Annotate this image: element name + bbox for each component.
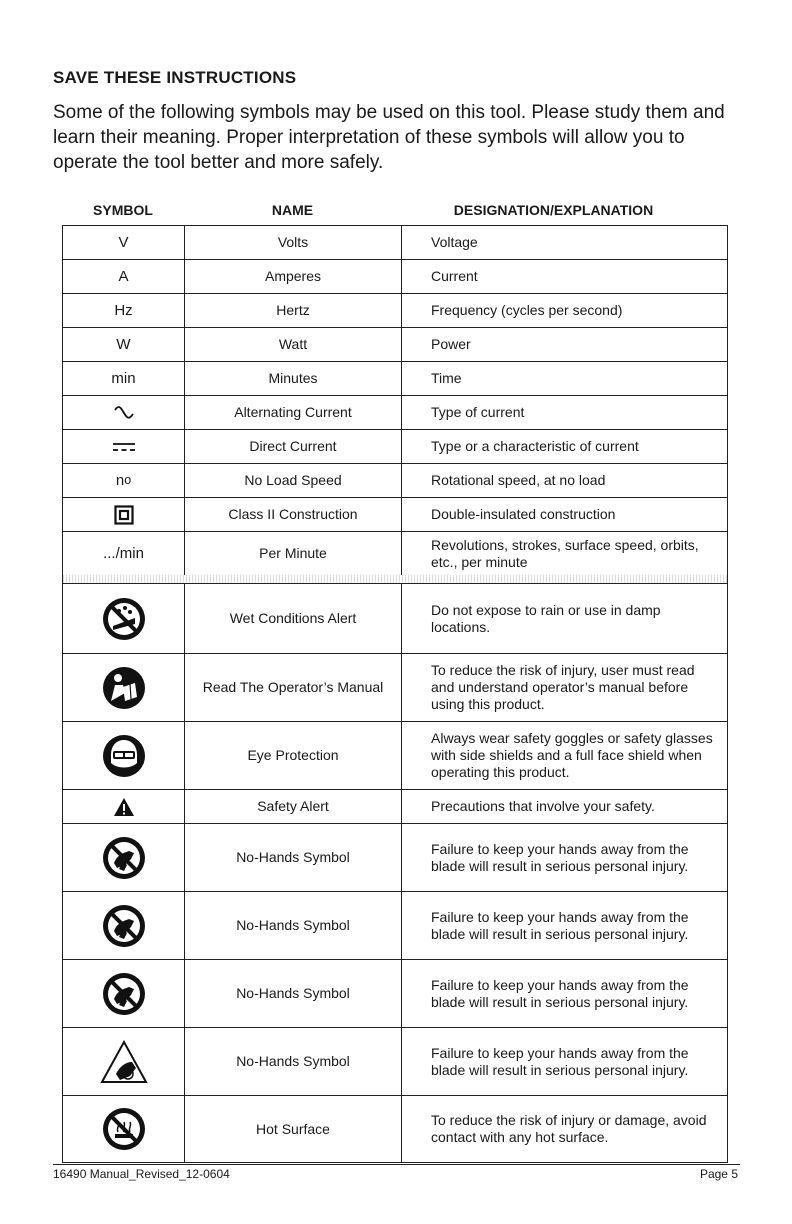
no-hands-icon xyxy=(101,971,147,1017)
symbol-cell xyxy=(63,584,185,653)
symbol-cell xyxy=(63,498,185,531)
symbol-cell xyxy=(63,430,185,463)
table-row xyxy=(62,1095,728,1163)
table-row xyxy=(62,531,728,575)
symbol-cell xyxy=(63,892,185,959)
name-cell: No-Hands Symbol xyxy=(185,824,402,891)
symbol-cell xyxy=(63,226,185,259)
symbol-cell xyxy=(63,464,185,497)
name-cell: Watt xyxy=(185,328,402,361)
name-cell: Amperes xyxy=(185,260,402,293)
designation-cell: To reduce the risk of injury or damage, avoid contact with any hot surface. xyxy=(431,1112,707,1145)
name-cell: Volts xyxy=(185,226,402,259)
table-row xyxy=(62,583,728,653)
name-cell: No-Hands Symbol xyxy=(185,892,402,959)
name-cell: Hot Surface xyxy=(185,1096,402,1162)
name-cell: Hertz xyxy=(185,294,402,327)
table-row xyxy=(62,259,728,293)
read-manual-icon xyxy=(101,665,147,711)
name-cell: Read The Operator’s Manual xyxy=(185,654,402,721)
symbol-cell xyxy=(63,294,185,327)
symbol-text: .../min xyxy=(103,545,144,562)
alternating-current-icon xyxy=(113,406,135,420)
class-ii-construction-icon xyxy=(114,505,134,525)
designation-cell: Always wear safety goggles or safety glasses with side shields and a full face shield when operating this product. xyxy=(431,730,713,780)
symbol-text: W xyxy=(116,336,131,353)
table-row xyxy=(62,891,728,959)
designation-cell: Voltage xyxy=(431,234,478,250)
symbol-cell xyxy=(63,396,185,429)
symbol-text: min xyxy=(111,370,136,387)
no-hands-icon xyxy=(101,835,147,881)
table-row xyxy=(62,293,728,327)
name-cell: No Load Speed xyxy=(185,464,402,497)
symbol-text: n xyxy=(115,472,125,489)
symbol-text: V xyxy=(118,234,129,251)
symbol-cell xyxy=(63,1096,185,1162)
table-row xyxy=(62,225,728,259)
page-heading: SAVE THESE INSTRUCTIONS xyxy=(53,68,297,87)
name-cell: Per Minute xyxy=(185,532,402,575)
table-row xyxy=(62,463,728,497)
designation-cell: Frequency (cycles per second) xyxy=(431,302,623,318)
name-cell: Class II Construction xyxy=(185,498,402,531)
column-header-symbol: SYMBOL xyxy=(93,202,153,218)
wet-conditions-icon xyxy=(101,596,147,642)
designation-cell: Type or a characteristic of current xyxy=(431,438,639,454)
designation-cell: Failure to keep your hands away from the blade will result in serious personal injury. xyxy=(431,908,689,942)
direct-current-icon xyxy=(112,441,136,453)
table-row xyxy=(62,1027,728,1095)
table-row xyxy=(62,959,728,1027)
symbol-cell xyxy=(63,260,185,293)
symbol-cell xyxy=(63,654,185,721)
table-spacer xyxy=(62,575,728,583)
name-cell: Alternating Current xyxy=(185,396,402,429)
symbol-cell xyxy=(63,824,185,891)
column-header-designation: DESIGNATION/EXPLANATION xyxy=(453,202,654,218)
designation-cell: Type of current xyxy=(431,404,525,420)
symbol-cell xyxy=(63,790,185,823)
symbol-cell xyxy=(63,328,185,361)
safety-alert-icon xyxy=(113,797,135,817)
table-row xyxy=(62,497,728,531)
footer-divider xyxy=(53,1164,740,1165)
eye-protection-icon xyxy=(101,733,147,779)
table-row xyxy=(62,653,728,721)
no-hands-icon xyxy=(101,903,147,949)
symbol-cell xyxy=(63,362,185,395)
name-cell: No-Hands Symbol xyxy=(185,960,402,1027)
symbol-cell xyxy=(63,532,185,575)
name-cell: Wet Conditions Alert xyxy=(185,584,402,653)
designation-cell: Failure to keep your hands away from the blade will result in serious personal injury. xyxy=(431,976,689,1010)
intro-paragraph: Some of the following symbols may be used on this tool. Please study them and learn their meaning. Proper interpretation of these symbols will allow you to operate the tool better and more safely. xyxy=(53,102,725,173)
designation-cell: Do not expose to rain or use in damp locations. xyxy=(431,601,661,635)
table-row xyxy=(62,823,728,891)
hot-surface-icon xyxy=(101,1106,147,1152)
symbol-subscript: o xyxy=(124,473,132,487)
designation-cell: Current xyxy=(431,268,478,284)
no-hands-triangle-icon xyxy=(100,1040,148,1084)
symbol-cell xyxy=(63,1028,185,1095)
footer-document-id: 16490 Manual_Revised_12-0604 xyxy=(53,1167,230,1181)
name-cell: No-Hands Symbol xyxy=(185,1028,402,1095)
table-row xyxy=(62,395,728,429)
name-cell: Eye Protection xyxy=(185,722,402,789)
designation-cell: To reduce the risk of injury, user must read and understand operator’s manual before using this product. xyxy=(431,662,695,712)
column-header-name: NAME xyxy=(271,202,314,218)
table-row xyxy=(62,789,728,823)
designation-cell: Revolutions, strokes, surface speed, orbits, etc., per minute xyxy=(431,536,699,570)
name-cell: Safety Alert xyxy=(185,790,402,823)
table-row xyxy=(62,429,728,463)
designation-cell: Failure to keep your hands away from the blade will result in serious personal injury. xyxy=(431,840,689,874)
designation-cell: Failure to keep your hands away from the blade will result in serious personal injury. xyxy=(431,1044,689,1078)
symbol-text: A xyxy=(118,268,129,285)
symbol-cell xyxy=(63,722,185,789)
name-cell: Minutes xyxy=(185,362,402,395)
designation-cell: Precautions that involve your safety. xyxy=(431,798,655,814)
table-row xyxy=(62,361,728,395)
designation-cell: Rotational speed, at no load xyxy=(431,472,606,488)
table-row xyxy=(62,327,728,361)
designation-cell: Double-insulated construction xyxy=(431,506,616,522)
footer-page-number: Page 5 xyxy=(699,1167,738,1181)
name-cell: Direct Current xyxy=(185,430,402,463)
designation-cell: Power xyxy=(431,336,471,352)
table-row xyxy=(62,721,728,789)
symbols-table xyxy=(62,225,728,1163)
symbol-text: Hz xyxy=(114,302,133,319)
designation-cell: Time xyxy=(431,370,462,386)
symbol-cell xyxy=(63,960,185,1027)
